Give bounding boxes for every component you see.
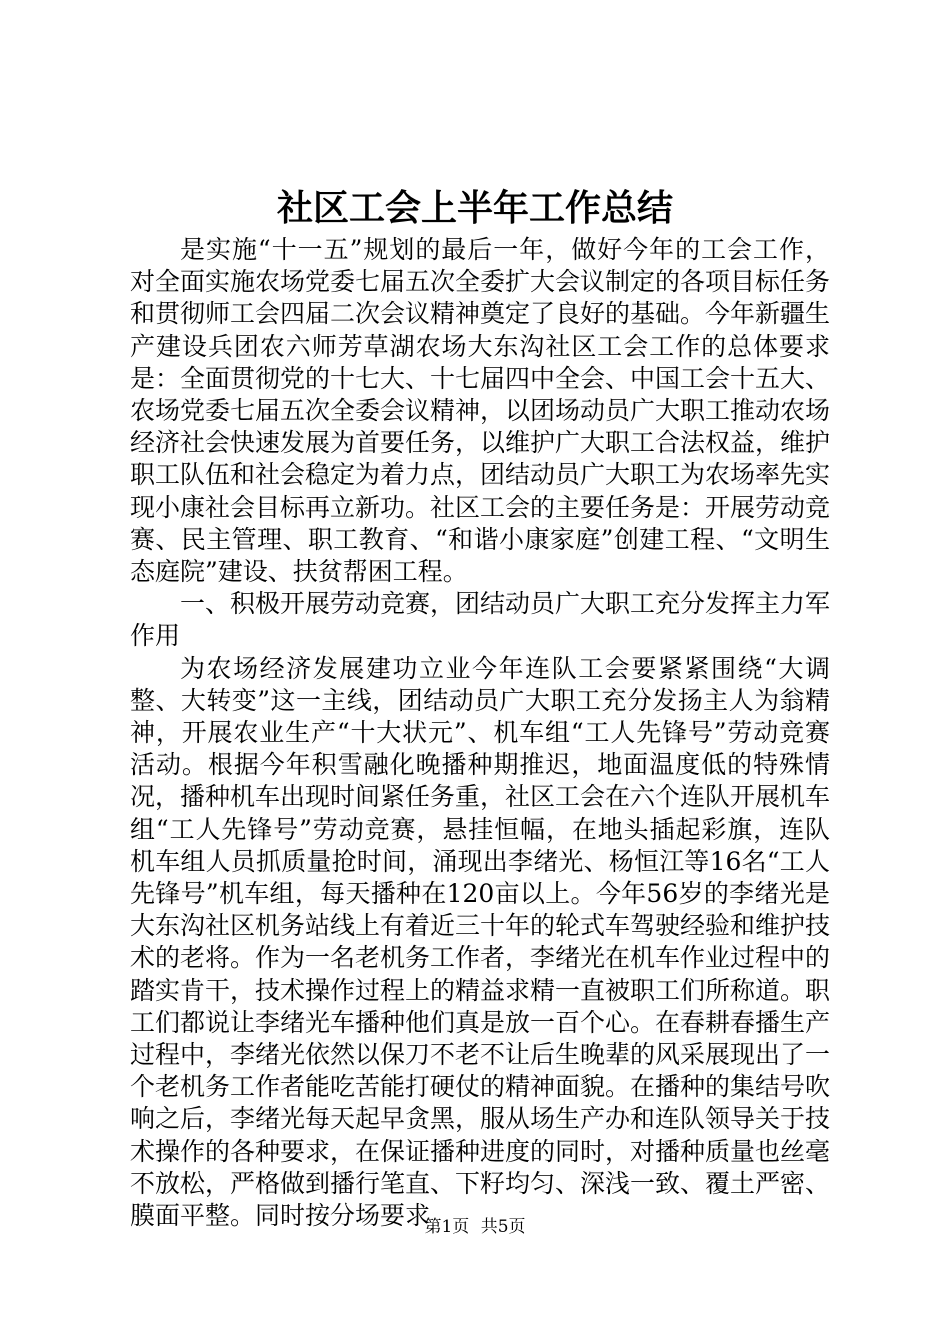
- page-total: 共5页: [480, 1217, 526, 1237]
- document-title: 社区工会上半年工作总结: [276, 187, 673, 229]
- paragraph-intro: 是实施“十一五”规划的最后一年，做好今年的工会工作，对全面实施农场党委七届五次全委扩大会议制定的各项目标任务和贯彻师工会四届二次会议精神奠定了良好的基础。今年新疆生产建设兵团农六师芳草湖农场大东沟社区工会工作的总体要求是：全面贯彻党的十七大、十七届四中全会、中国工会十五大、农场党委七届五次全委会议精神，以团场动员广大职工推动农场经济社会快速发展为首要任务，以维护广大职工合法权益，维护职工队伍和社会稳定为着力点，团结动员广大职工为农场率先实现小康社会目标再立新功。社区工会的主要任务是：开展劳动竞赛、民主管理、职工教育、“和谐小康家庭”创建工程、“文明生态庭院”建设、扶贫帮困工程。: [130, 235, 831, 587]
- section-heading-1: 一、积极开展劳动竞赛，团结动员广大职工充分发挥主力军作用: [130, 589, 831, 651]
- page-number: 第1页: [424, 1217, 470, 1237]
- page-footer: [0, 1215, 950, 1239]
- paragraph-section-1: 为农场经济发展建功立业今年连队工会要紧紧围绕“大调整、大转变”这一主线，团结动员广大职工充分发扬主人为翁精神，开展农业生产“十大状元”、机车组“工人先锋号”劳动竞赛活动。根据今年积雪融化晚播种期推迟，地面温度低的特殊情况，播种机车出现时间紧任务重，社区工会在六个连队开展机车组“工人先锋号”劳动竞赛，悬挂恒幅，在地头插起彩旗，连队机车组人员抓质量抢时间，涌现出李绪光、杨恒江等16名“工人先锋号”机车组，每天播种在120亩以上。今年56岁的李绪光是大东沟社区机务站线上有着近三十年的轮式车驾驶经验和维护技术的老将。作为一名老机务工作者，李绪光在机车作业过程中的踏实肯干，技术操作过程上的精益求精一直被职工们所称道。职工们都说让李绪光车播种他们真是放一百个心。在春耕春播生产过程中，李绪光依然以保刀不老不让后生晚辈的风采展现出了一个老机务工作者能吃苦能打硬仗的精神面貌。在播种的集结号吹响之后，李绪光每天起早贪黑，服从场生产办和连队领导关于技术操作的各种要求，在保证播种进度的同时，对播种质量也丝毫不放松，严格做到播行笔直、下籽均匀、深浅一致、覆土严密、膜面平整。同时按分场要求: [130, 653, 831, 1231]
- document-body: [130, 234, 830, 1232]
